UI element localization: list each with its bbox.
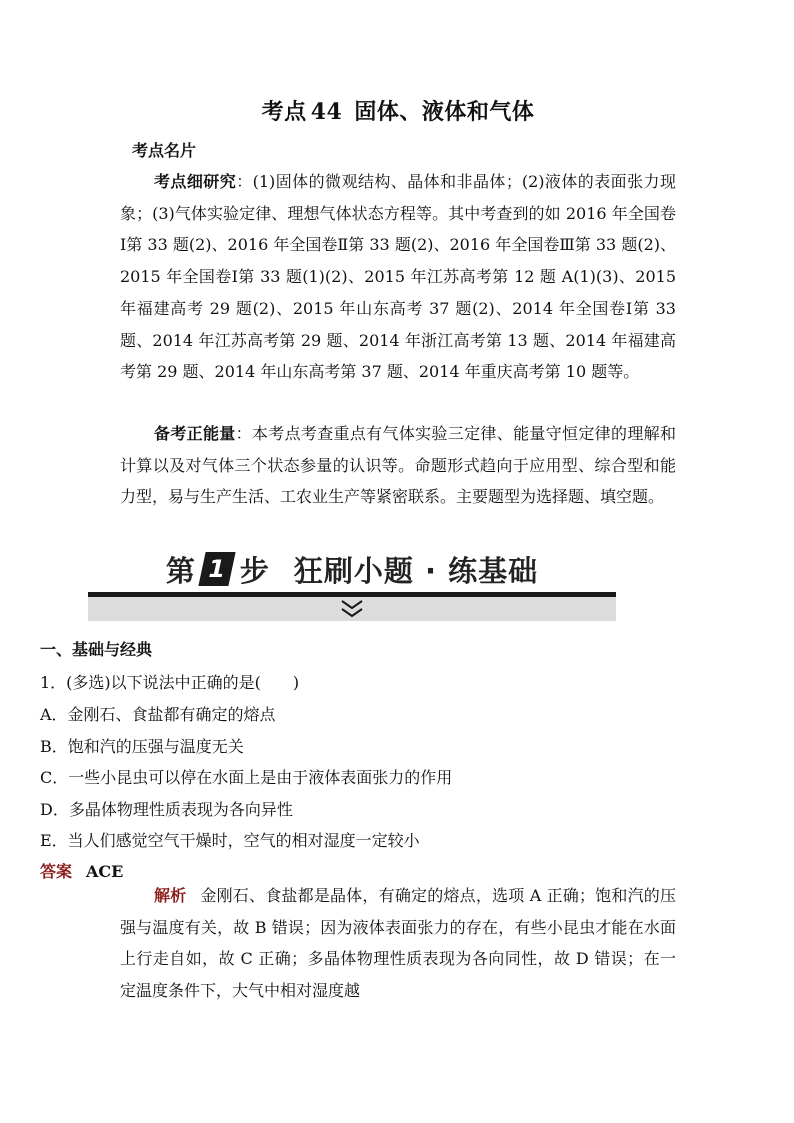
section-label: 考点名片 (132, 141, 197, 160)
research-text: ：(1)固体的微观结构、晶体和非晶体；(2)液体的表面张力现象；(3)气体实验定律、理想气体状态方程等。其中考查到的如 2016 年全国卷Ⅰ第 33 题(2)、2016 年全国卷Ⅱ第 33 题(2)、2016 年全国卷Ⅲ第 33 题(2)、2015 年全国卷Ⅰ第 33 题(1)(2)、2015 年江苏高考第 12 题 A(1)(3)、2015 年福建高考 29 题(2)、2015 年山东高考 37 题(2)、2014 年全国卷Ⅰ第 33 题、2014 年江苏高考第 29 题、2014 年浙江高考第 13 题、2014 年福建高考第 29 题、2014 年山东高考第 37 题、2014 年重庆高考第 10 题等。 (120, 172, 676, 382)
step-banner (88, 545, 616, 625)
option-e: E．当人们感觉空气干燥时，空气的相对湿度一定较小 (40, 831, 420, 850)
analysis-text: 金刚石、食盐都是晶体，有确定的熔点，选项 A 正确；饱和汽的压强与温度有关，故 B 错误；因为液体表面张力的存在，有些小昆虫才能在水面上行走自如，故 C 正确；多晶体物理性质表现为各向同性，故 D 错误；在一定温度条件下，大气中相对湿度越 (120, 886, 676, 1001)
answer-value: ACE (86, 862, 124, 881)
option-b: B．饱和汽的压强与温度无关 (40, 737, 244, 756)
energy-paragraph (120, 418, 676, 513)
answer-line (40, 859, 123, 882)
banner-step-prefix: 第 (165, 553, 196, 588)
page-title (120, 95, 676, 126)
option-d: D．多晶体物理性质表现为各向异性 (40, 800, 293, 819)
title-text: 固体、液体和气体 (354, 99, 535, 125)
option-a: A．金刚石、食盐都有确定的熔点 (40, 705, 276, 724)
analysis-paragraph (120, 880, 676, 1007)
subsection-heading: 一、基础与经典 (40, 640, 153, 659)
analysis-label: 解析 (154, 886, 187, 905)
banner-heading (88, 545, 616, 593)
energy-text: ：本考点考查重点有气体实验三定律、能量守恒定律的理解和计算以及对气体三个状态参量的认识等。命题形式趋向于应用型、综合型和能力型，易与生产生活、工农业生产等紧密联系。主要题型为选择题、填空题。 (120, 424, 676, 507)
research-paragraph (120, 166, 676, 388)
title-prefix: 考点 (261, 99, 307, 125)
double-chevron-down-icon (338, 597, 366, 621)
option-c: C．一些小昆虫可以停在水面上是由于液体表面张力的作用 (40, 768, 453, 787)
banner-title: 狂刷小题 · 练基础 (293, 553, 539, 588)
title-number: 44 (310, 99, 343, 125)
answer-label: 答案 (40, 862, 73, 881)
energy-label: 备考正能量 (154, 424, 236, 443)
question-stem: 1．(多选)以下说法中正确的是( ) (40, 673, 300, 692)
banner-step-number: 1 (198, 552, 235, 586)
research-label: 考点细研究 (154, 172, 237, 191)
banner-step-suffix: 步 (239, 553, 270, 588)
